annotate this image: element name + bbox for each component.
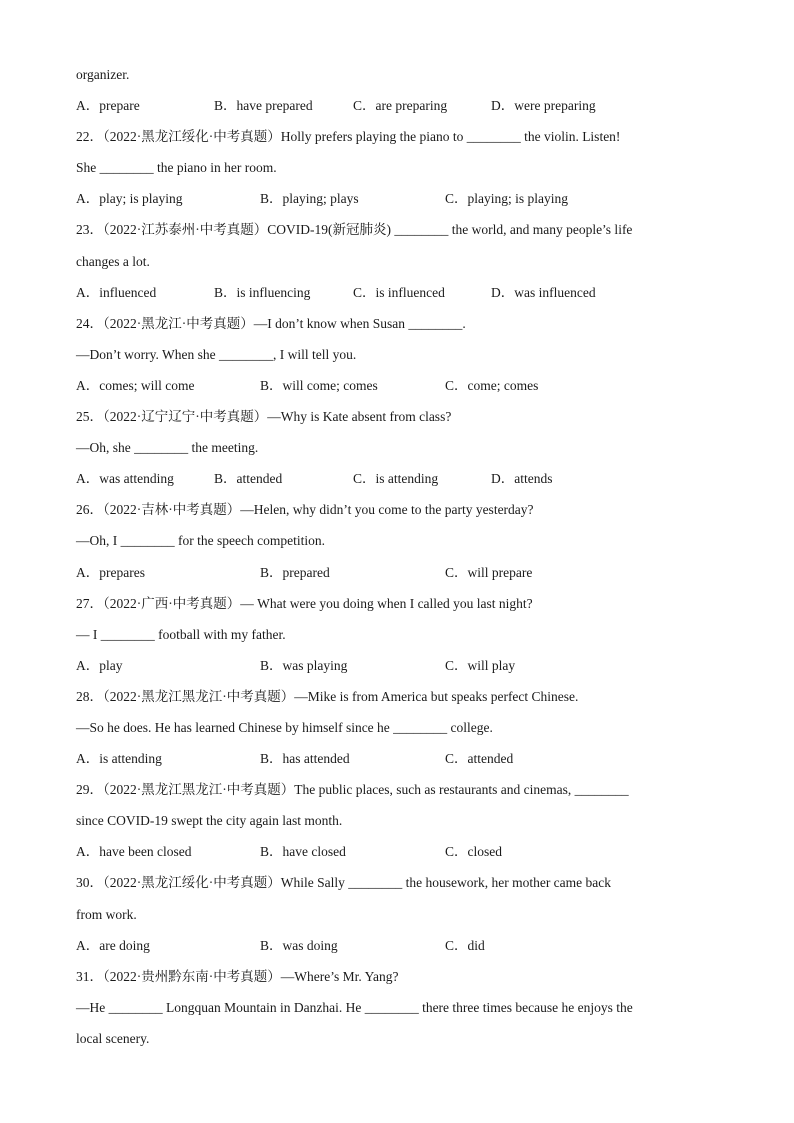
answer-options-row xyxy=(76,933,666,964)
answer-option: B．playing; plays xyxy=(260,191,359,207)
answer-options-row xyxy=(76,560,666,591)
answer-option: B．was doing xyxy=(260,937,338,953)
question-text-line: —So he does. He has learned Chinese by himself since he ________ college. xyxy=(76,719,493,735)
answer-options-row xyxy=(76,280,666,311)
question-stem: 24．（2022·黑龙江·中考真题）—I don’t know when Susan ________. xyxy=(76,315,466,331)
answer-option: A．was attending xyxy=(76,471,174,487)
answer-option: C．did xyxy=(445,937,485,953)
question-text-line: —Oh, she ________ the meeting. xyxy=(76,440,259,456)
answer-option: A．prepare xyxy=(76,98,140,114)
question-stem: 31．（2022·贵州黔东南·中考真题）—Where’s Mr. Yang? xyxy=(76,968,399,984)
question-stem: 22．（2022·黑龙江绥化·中考真题）Holly prefers playing the piano to ________ the violin. Listen! xyxy=(76,129,621,145)
question-text-line: since COVID-19 swept the city again last month. xyxy=(76,813,343,829)
answer-option: C．will prepare xyxy=(445,564,533,580)
answer-option: B．will come; comes xyxy=(260,377,378,393)
answer-option: D．were preparing xyxy=(491,98,596,114)
answer-options-row xyxy=(76,373,666,404)
answer-option: B．prepared xyxy=(260,564,330,580)
answer-option: D．was influenced xyxy=(491,284,596,300)
answer-options-row xyxy=(76,186,666,217)
document-page xyxy=(76,62,666,1057)
question-text-line: local scenery. xyxy=(76,1030,150,1046)
answer-option: C．are preparing xyxy=(353,98,448,114)
question-stem: 23．（2022·江苏泰州·中考真题）COVID-19(新冠肺炎) ________ the world, and many people’s life xyxy=(76,222,633,238)
question-stem: 30．（2022·黑龙江绥化·中考真题）While Sally ________ the housework, her mother came back xyxy=(76,875,612,891)
answer-option: B．has attended xyxy=(260,751,350,767)
question-text-line: changes a lot. xyxy=(76,253,150,269)
question-stem: 29．（2022·黑龙江黑龙江·中考真题）The public places, such as restaurants and cinemas, ________ xyxy=(76,782,629,798)
question-text-line: —He ________ Longquan Mountain in Danzhai. He ________ there three times because he enjoys the xyxy=(76,999,633,1015)
answer-option: A．is attending xyxy=(76,751,162,767)
answer-option: C．playing; is playing xyxy=(445,191,568,207)
answer-options-row xyxy=(76,466,666,497)
question-text-line: —Don’t worry. When she ________, I will tell you. xyxy=(76,346,357,362)
question-stem: 27．（2022·广西·中考真题）— What were you doing when I called you last night? xyxy=(76,595,533,611)
answer-option: C．is influenced xyxy=(353,284,445,300)
answer-options-row xyxy=(76,653,666,684)
answer-option: C．will play xyxy=(445,657,516,673)
answer-option: A．play xyxy=(76,657,123,673)
question-stem: 25．（2022·辽宁辽宁·中考真题）—Why is Kate absent from class? xyxy=(76,409,452,425)
answer-option: C．is attending xyxy=(353,471,439,487)
answer-option: A．have been closed xyxy=(76,844,192,860)
answer-option: B．have prepared xyxy=(214,98,313,114)
answer-option: B．have closed xyxy=(260,844,346,860)
answer-option: A．prepares xyxy=(76,564,145,580)
question-text-line: organizer. xyxy=(76,67,130,82)
answer-option: C．attended xyxy=(445,751,514,767)
answer-option: A．play; is playing xyxy=(76,191,183,207)
question-text-line: She ________ the piano in her room. xyxy=(76,160,277,176)
answer-option: D．attends xyxy=(491,471,553,487)
question-text-line: — I ________ football with my father. xyxy=(76,626,286,642)
question-text-line: from work. xyxy=(76,906,137,922)
answer-options-row xyxy=(76,746,666,777)
question-stem: 28．（2022·黑龙江黑龙江·中考真题）—Mike is from America but speaks perfect Chinese. xyxy=(76,688,579,704)
question-stem: 26．（2022·吉林·中考真题）—Helen, why didn’t you come to the party yesterday? xyxy=(76,502,534,518)
answer-option: B．is influencing xyxy=(214,284,311,300)
answer-options-row xyxy=(76,839,666,870)
answer-option: A．influenced xyxy=(76,284,157,300)
question-text-line: —Oh, I ________ for the speech competition. xyxy=(76,533,325,549)
answer-option: B．attended xyxy=(214,471,283,487)
answer-option: A．comes; will come xyxy=(76,377,195,393)
answer-options-row xyxy=(76,93,666,124)
answer-option: C．come; comes xyxy=(445,377,539,393)
answer-option: C．closed xyxy=(445,844,502,860)
answer-option: B．was playing xyxy=(260,657,348,673)
answer-option: A．are doing xyxy=(76,937,150,953)
